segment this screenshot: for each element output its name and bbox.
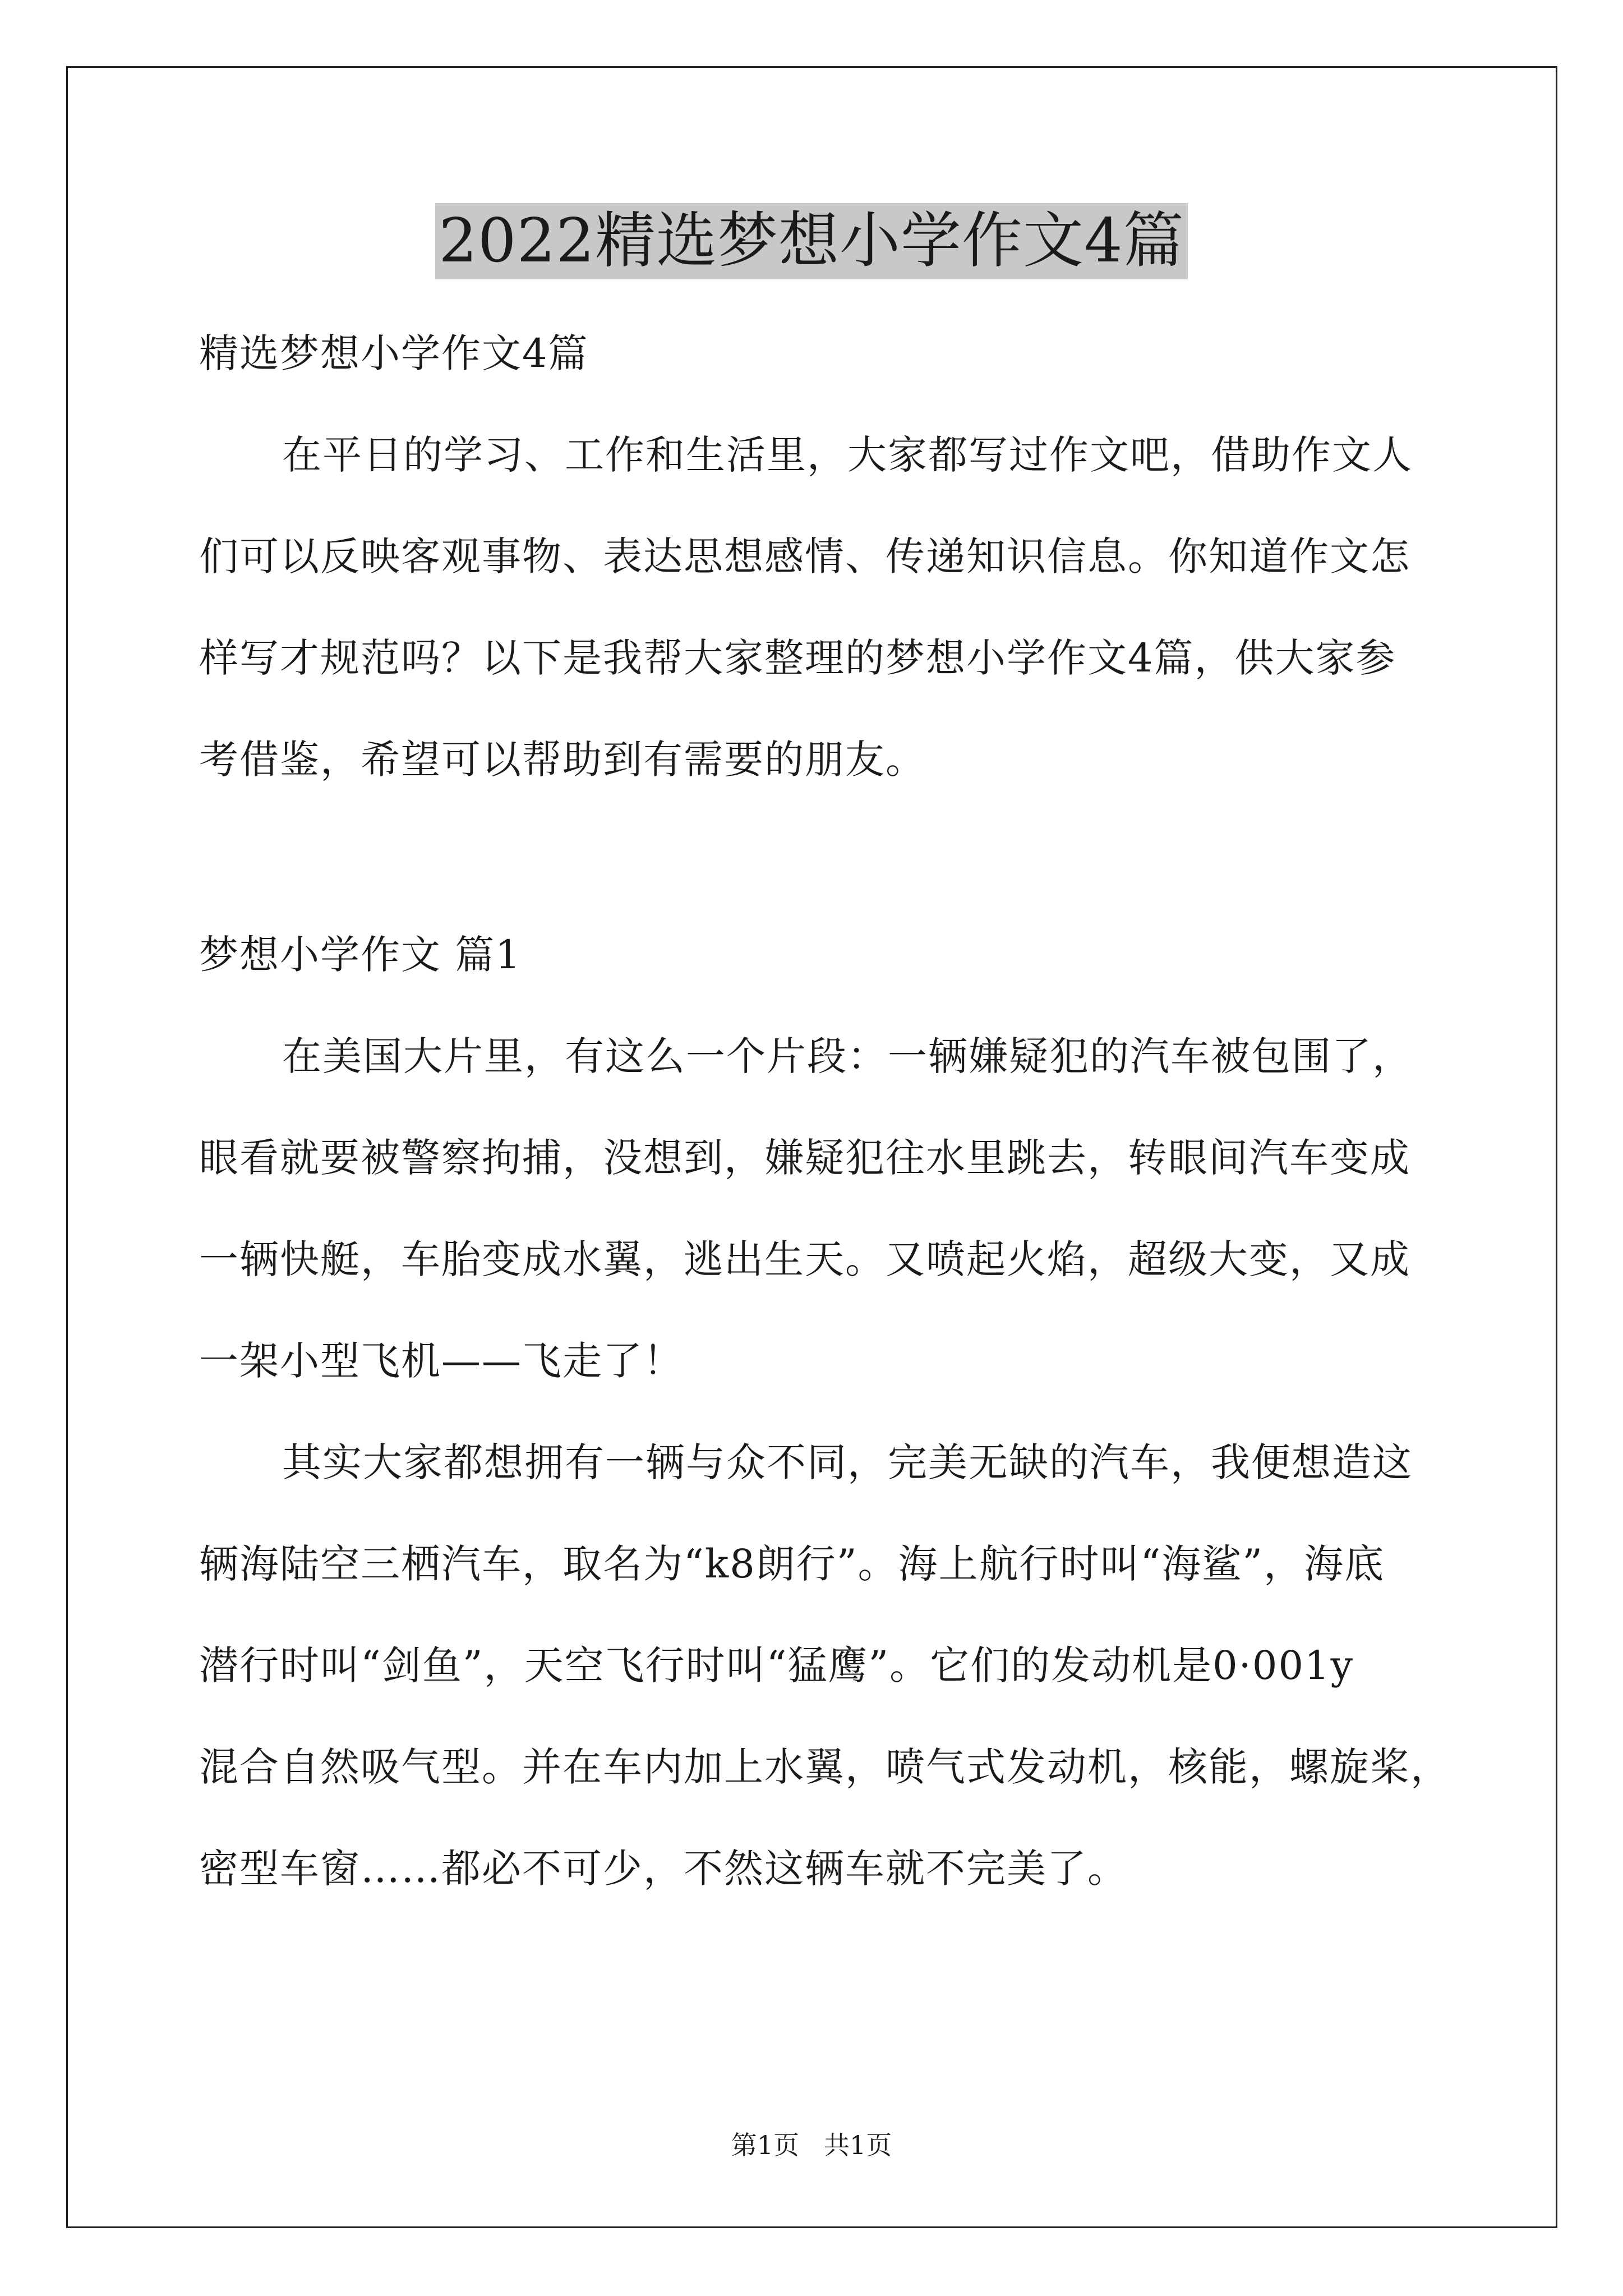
- paragraph-line: 一辆快艇，车胎变成水翼，逃出生天。又喷起火焰，超级大变，又成: [199, 1236, 1410, 1282]
- title-wrap: [0, 203, 1623, 279]
- paragraph-line: 辆海陆空三栖汽车，取名为“k8朗行”。海上航行时叫“海鲨”，海底: [199, 1541, 1385, 1587]
- intro-paragraph: [199, 404, 1441, 811]
- paragraph-line: 在美国大片里，有这么一个片段：一辆嫌疑犯的汽车被包围了，: [282, 1033, 1413, 1079]
- paragraph-line: 密型车窗……都必不可少，不然这辆车就不完美了。: [199, 1846, 1128, 1892]
- subtitle: 精选梦想小学作文4篇: [199, 330, 589, 376]
- section1-paragraph-2: [199, 1412, 1451, 1920]
- document-title: 2022精选梦想小学作文4篇: [435, 203, 1188, 279]
- section-spacer: [199, 811, 1441, 904]
- section1-paragraph-1: [199, 1006, 1441, 1412]
- page-number: 第1页: [731, 2130, 799, 2160]
- page-total: 共1页: [824, 2130, 892, 2160]
- paragraph-line: 混合自然吸气型。并在车内加上水翼，喷气式发动机，核能，螺旋桨，: [199, 1744, 1451, 1790]
- paragraph-line: 潜行时叫“剑鱼”，天空飞行时叫“猛鹰”。它们的发动机是0·001y: [199, 1642, 1354, 1688]
- paragraph-line: 们可以反映客观事物、表达思想感情、传递知识信息。你知道作文怎: [199, 533, 1410, 579]
- paragraph-line: 其实大家都想拥有一辆与众不同，完美无缺的汽车，我便想造这: [282, 1439, 1413, 1485]
- paragraph-line: 眼看就要被警察拘捕，没想到，嫌疑犯往水里跳去，转眼间汽车变成: [199, 1135, 1410, 1181]
- section-heading: 梦想小学作文 篇1: [199, 932, 522, 978]
- document-body: [199, 303, 1451, 1920]
- paragraph-line: 考借鉴，希望可以帮助到有需要的朋友。: [199, 737, 926, 783]
- page-footer: [0, 2128, 1623, 2162]
- paragraph-line: 在平日的学习、工作和生活里，大家都写过作文吧，借助作文人: [282, 432, 1413, 478]
- paragraph-line: 样写才规范吗？以下是我帮大家整理的梦想小学作文4篇，供大家参: [199, 635, 1396, 681]
- paragraph-line: 一架小型飞机——飞走了！: [199, 1338, 684, 1384]
